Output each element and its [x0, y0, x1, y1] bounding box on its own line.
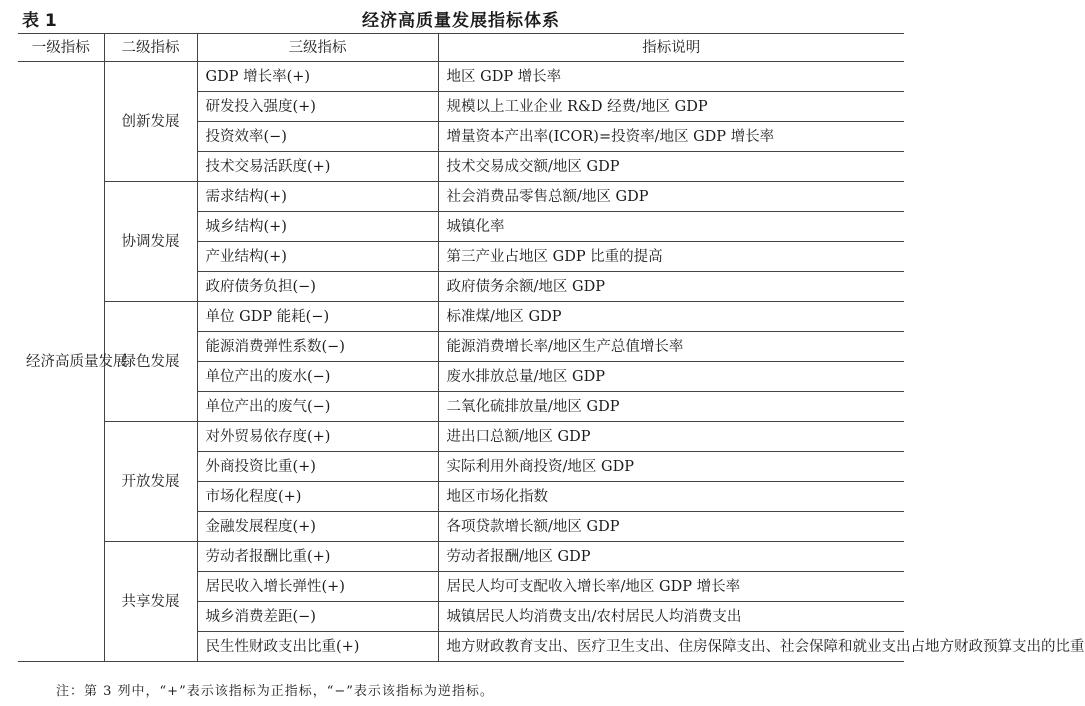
level3-cell: 民生性财政支出比重(+)	[197, 632, 438, 662]
table-note: 注：第 3 列中，“+”表示该指标为正指标，“−”表示该指标为逆指标。	[56, 684, 494, 699]
description-cell: 社会消费品零售总额/地区 GDP	[438, 182, 904, 212]
level3-cell: 金融发展程度(+)	[197, 512, 438, 542]
level3-cell: 居民收入增长弹性(+)	[197, 572, 438, 602]
level2-cell: 创新发展	[104, 62, 197, 182]
header-level1: 一级指标	[18, 34, 104, 62]
level3-cell: 城乡结构(+)	[197, 212, 438, 242]
level3-cell: 政府债务负担(−)	[197, 272, 438, 302]
description-cell: 城镇居民人均消费支出/农村居民人均消费支出	[438, 602, 904, 632]
level3-cell: 对外贸易依存度(+)	[197, 422, 438, 452]
description-cell: 实际利用外商投资/地区 GDP	[438, 452, 904, 482]
level3-cell: 能源消费弹性系数(−)	[197, 332, 438, 362]
table-title: 经济高质量发展指标体系	[362, 11, 560, 31]
description-cell: 废水排放总量/地区 GDP	[438, 362, 904, 392]
description-cell: 能源消费增长率/地区生产总值增长率	[438, 332, 904, 362]
level1-cell: 经济高质量发展	[18, 62, 104, 662]
table-row	[18, 62, 904, 92]
table-body	[18, 62, 1085, 662]
level3-cell: 外商投资比重(+)	[197, 452, 438, 482]
header-description: 指标说明	[438, 34, 904, 62]
level3-cell: 投资效率(−)	[197, 122, 438, 152]
table-row	[18, 182, 904, 212]
level3-cell: 产业结构(+)	[197, 242, 438, 272]
level3-cell: 单位产出的废气(−)	[197, 392, 438, 422]
level3-cell: 市场化程度(+)	[197, 482, 438, 512]
description-cell: 地区 GDP 增长率	[438, 62, 904, 92]
table-row	[18, 542, 904, 572]
table-caption	[0, 6, 922, 30]
description-cell: 进出口总额/地区 GDP	[438, 422, 904, 452]
indicator-table	[18, 33, 1085, 662]
level3-cell: 劳动者报酬比重(+)	[197, 542, 438, 572]
table-row	[18, 302, 904, 332]
description-cell: 城镇化率	[438, 212, 904, 242]
description-cell: 地方财政教育支出、医疗卫生支出、住房保障支出、社会保障和就业支出占地方财政预算支出的比重	[438, 632, 904, 662]
level3-cell: 技术交易活跃度(+)	[197, 152, 438, 182]
header-row	[18, 34, 904, 62]
description-cell: 劳动者报酬/地区 GDP	[438, 542, 904, 572]
level3-cell: 研发投入强度(+)	[197, 92, 438, 122]
level3-cell: 城乡消费差距(−)	[197, 602, 438, 632]
description-cell: 二氧化硫排放量/地区 GDP	[438, 392, 904, 422]
description-cell: 规模以上工业企业 R&D 经费/地区 GDP	[438, 92, 904, 122]
level3-cell: GDP 增长率(+)	[197, 62, 438, 92]
level2-cell: 绿色发展	[104, 302, 197, 422]
level2-cell: 共享发展	[104, 542, 197, 662]
table-row	[18, 422, 904, 452]
description-cell: 第三产业占地区 GDP 比重的提高	[438, 242, 904, 272]
level2-cell: 开放发展	[104, 422, 197, 542]
description-cell: 技术交易成交额/地区 GDP	[438, 152, 904, 182]
level3-cell: 需求结构(+)	[197, 182, 438, 212]
header-level3: 三级指标	[197, 34, 438, 62]
table-number: 表 1	[22, 11, 57, 31]
description-cell: 居民人均可支配收入增长率/地区 GDP 增长率	[438, 572, 904, 602]
description-cell: 地区市场化指数	[438, 482, 904, 512]
description-cell: 政府债务余额/地区 GDP	[438, 272, 904, 302]
description-cell: 标准煤/地区 GDP	[438, 302, 904, 332]
level2-cell: 协调发展	[104, 182, 197, 302]
header-level2: 二级指标	[104, 34, 197, 62]
level3-cell: 单位产出的废水(−)	[197, 362, 438, 392]
level3-cell: 单位 GDP 能耗(−)	[197, 302, 438, 332]
description-cell: 各项贷款增长额/地区 GDP	[438, 512, 904, 542]
description-cell: 增量资本产出率(ICOR)=投资率/地区 GDP 增长率	[438, 122, 904, 152]
